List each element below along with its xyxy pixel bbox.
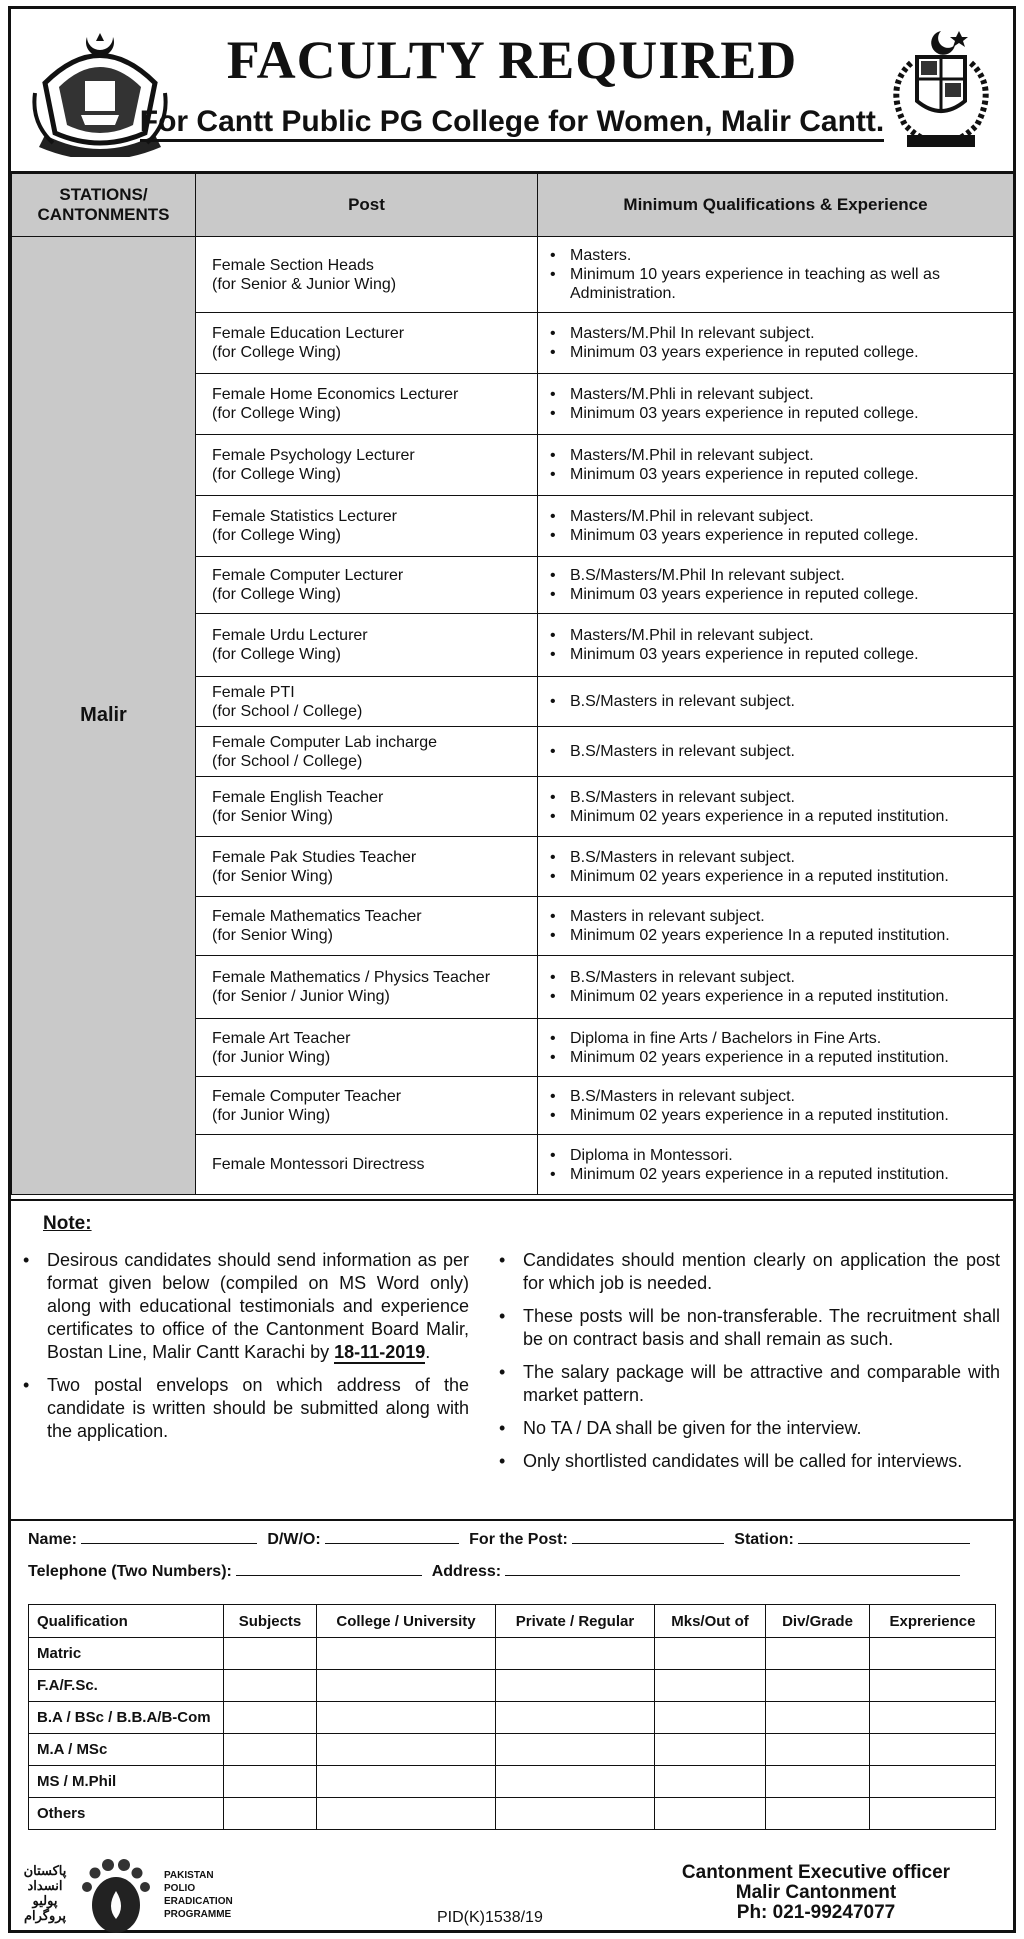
qualification-item: • Minimum 02 years experience In a reputed institution. <box>548 926 1007 945</box>
education-entry-cell[interactable] <box>870 1798 996 1830</box>
qualification-item: • Minimum 03 years experience in reputed college. <box>548 585 1007 604</box>
education-entry-cell[interactable] <box>224 1766 317 1798</box>
education-entry-cell[interactable] <box>224 1734 317 1766</box>
post-cell <box>196 837 538 897</box>
polio-programme-text: PAKISTAN POLIO ERADICATION PROGRAMME <box>164 1870 233 1920</box>
vacancies-table <box>11 171 1014 1195</box>
station-column-header: STATIONS/ CANTONMENTS <box>12 173 196 237</box>
education-level-label: Matric <box>29 1638 224 1670</box>
education-row <box>29 1702 996 1734</box>
form-row-personal <box>28 1529 976 1549</box>
post-title: Female Computer Lab incharge <box>212 733 438 751</box>
qualification-item: • B.S/Masters in relevant subject. <box>548 788 1007 807</box>
notes-section <box>11 1199 1013 1521</box>
qualification-item: • Masters/M.Phil in relevant subject. <box>548 507 1007 526</box>
qualification-cell <box>538 897 1014 956</box>
post-wing: (for Senior & Junior Wing) <box>212 275 397 293</box>
qualification-item: • Minimum 03 years experience in reputed college. <box>548 645 1007 664</box>
officer-title: Cantonment Executive officer <box>681 1862 951 1883</box>
qualification-item: • Minimum 02 years experience in a reputed institution. <box>548 1165 1007 1184</box>
qualification-cell <box>538 496 1014 557</box>
notes-left-list <box>19 1249 469 1453</box>
education-column-header: Private / Regular <box>496 1605 655 1638</box>
qualification-cell <box>538 614 1014 677</box>
post-title: Female PTI <box>212 683 295 701</box>
post-title: Female Computer Teacher <box>212 1087 402 1105</box>
station-field[interactable] <box>798 1529 970 1544</box>
officer-contact-block <box>651 1863 981 1923</box>
telephone-label: Telephone (Two Numbers): <box>28 1563 232 1580</box>
qualification-item: • Minimum 03 years experience in reputed college. <box>548 465 1007 484</box>
qualification-item: • Masters. <box>548 246 1007 265</box>
header <box>11 9 1013 171</box>
post-title: Female Urdu Lecturer <box>212 627 368 644</box>
vacancy-row <box>12 237 1014 313</box>
education-entry-cell[interactable] <box>224 1702 317 1734</box>
post-cell <box>196 956 538 1019</box>
qualification-item: • B.S/Masters in relevant subject. <box>548 848 1007 867</box>
telephone-field[interactable] <box>236 1561 422 1576</box>
qualification-cell <box>538 237 1014 313</box>
officer-phone: Ph: 021-99247077 <box>736 1902 896 1923</box>
post-cell <box>196 727 538 777</box>
post-cell <box>196 614 538 677</box>
education-level-label: Others <box>29 1798 224 1830</box>
post-wing: (for Senior Wing) <box>212 927 333 944</box>
post-cell <box>196 897 538 956</box>
post-field[interactable] <box>572 1529 724 1544</box>
post-cell <box>196 374 538 435</box>
deadline-date: 18-11-2019 <box>334 1342 426 1362</box>
qualification-cell <box>538 727 1014 777</box>
post-label: For the Post: <box>469 1531 568 1548</box>
post-cell <box>196 1077 538 1135</box>
post-cell <box>196 1135 538 1195</box>
post-wing: (for College Wing) <box>212 405 341 422</box>
vacancies-header-row <box>12 173 1014 237</box>
education-level-label: MS / M.Phil <box>29 1766 224 1798</box>
qualification-cell <box>538 1135 1014 1195</box>
education-entry-cell[interactable] <box>655 1702 766 1734</box>
page-title: FACULTY REQUIRED <box>226 30 798 90</box>
qualification-cell <box>538 1077 1014 1135</box>
education-entry-cell[interactable] <box>496 1702 655 1734</box>
address-label: Address: <box>431 1563 502 1580</box>
pakistan-state-emblem-icon <box>881 23 1001 153</box>
education-entry-cell[interactable] <box>655 1798 766 1830</box>
education-entry-cell[interactable] <box>766 1798 870 1830</box>
post-cell <box>196 313 538 374</box>
note-item: • These posts will be non-transferable. The recruitment shall be on contract basis and shall remain as such. <box>495 1305 1000 1351</box>
post-title: Female Home Economics Lecturer <box>212 386 459 403</box>
education-table <box>28 1604 996 1830</box>
post-cell <box>196 435 538 496</box>
education-entry-cell[interactable] <box>317 1638 496 1670</box>
footer <box>11 1849 1013 1933</box>
post-wing: (for Junior Wing) <box>212 1048 331 1066</box>
education-entry-cell[interactable] <box>766 1766 870 1798</box>
education-entry-cell[interactable] <box>655 1638 766 1670</box>
post-cell <box>196 677 538 727</box>
post-wing: (for College Wing) <box>212 527 341 544</box>
education-entry-cell[interactable] <box>317 1734 496 1766</box>
post-column-header: Post <box>196 173 538 237</box>
qualification-item: • Minimum 02 years experience in a reputed institution. <box>548 1048 1007 1067</box>
qualification-item: • B.S/Masters in relevant subject. <box>548 1087 1007 1106</box>
education-entry-cell[interactable] <box>655 1766 766 1798</box>
post-wing: (for Senior Wing) <box>212 867 333 885</box>
qualification-cell <box>538 777 1014 837</box>
education-entry-cell[interactable] <box>870 1670 996 1702</box>
note-item: • The salary package will be attractive and comparable with market pattern. <box>495 1361 1000 1407</box>
qualification-cell <box>538 956 1014 1019</box>
station-label: Station: <box>734 1531 794 1548</box>
qualification-cell <box>538 837 1014 897</box>
education-row <box>29 1638 996 1670</box>
qualification-item: • B.S/Masters in relevant subject. <box>548 968 1007 987</box>
qualification-cell <box>538 557 1014 614</box>
post-cell <box>196 1019 538 1077</box>
education-entry-cell[interactable] <box>317 1702 496 1734</box>
education-level-label: F.A/F.Sc. <box>29 1670 224 1702</box>
education-entry-cell[interactable] <box>496 1670 655 1702</box>
qualification-cell <box>538 435 1014 496</box>
qualification-cell <box>538 1019 1014 1077</box>
education-entry-cell[interactable] <box>224 1670 317 1702</box>
post-title: Female Education Lecturer <box>212 325 405 342</box>
education-entry-cell[interactable] <box>870 1734 996 1766</box>
name-field[interactable] <box>81 1529 257 1544</box>
post-wing: (for College Wing) <box>212 466 341 483</box>
post-title: Female Art Teacher <box>212 1029 351 1047</box>
education-level-label: M.A / MSc <box>29 1734 224 1766</box>
qualification-item: • Diploma in fine Arts / Bachelors in Fine Arts. <box>548 1029 1007 1048</box>
qualification-item: • Minimum 02 years experience in a reputed institution. <box>548 807 1007 826</box>
education-column-header: Subjects <box>224 1605 317 1638</box>
education-column-header: Div/Grade <box>766 1605 870 1638</box>
qualification-column-header: Minimum Qualifications & Experience <box>538 173 1014 237</box>
post-title: Female Pak Studies Teacher <box>212 848 417 866</box>
qualification-item: • Minimum 03 years experience in reputed college. <box>548 343 1007 362</box>
post-wing: (for College Wing) <box>212 646 341 663</box>
education-column-header: Exprerience <box>870 1605 996 1638</box>
qualification-cell <box>538 677 1014 727</box>
education-entry-cell[interactable] <box>317 1798 496 1830</box>
post-wing: (for Senior Wing) <box>212 807 333 825</box>
post-wing: (for Senior / Junior Wing) <box>212 988 390 1005</box>
qualification-item: • Minimum 10 years experience in teaching as well as Administration. <box>548 265 1007 303</box>
notes-right-list <box>495 1249 1000 1483</box>
education-entry-cell[interactable] <box>766 1734 870 1766</box>
education-column-header: Mks/Out of <box>655 1605 766 1638</box>
qualification-item: • B.S/Masters in relevant subject. <box>548 692 1007 711</box>
notes-title: Note: <box>43 1213 92 1234</box>
education-column-header: Qualification <box>29 1605 224 1638</box>
qualification-item: • Masters in relevant subject. <box>548 907 1007 926</box>
qualification-item: • Masters/M.Phli in relevant subject. <box>548 385 1007 404</box>
education-entry-cell[interactable] <box>224 1798 317 1830</box>
dwo-field[interactable] <box>325 1529 459 1544</box>
post-wing: (for College Wing) <box>212 586 341 603</box>
name-label: Name: <box>28 1531 77 1548</box>
education-entry-cell[interactable] <box>766 1702 870 1734</box>
post-wing: (for School / College) <box>212 702 363 720</box>
note-item: • Two postal envelops on which address of the candidate is written should be submitted along with the application. <box>19 1374 469 1443</box>
qualification-item: • B.S/Masters/M.Phil In relevant subject. <box>548 566 1007 585</box>
education-header-row <box>29 1605 996 1638</box>
post-title: Female Computer Lecturer <box>212 567 404 584</box>
polio-programme-logo-icon <box>75 1857 157 1935</box>
education-entry-cell[interactable] <box>766 1638 870 1670</box>
education-row <box>29 1766 996 1798</box>
post-wing: (for Junior Wing) <box>212 1106 331 1124</box>
address-field[interactable] <box>505 1561 960 1576</box>
qualification-item: • Diploma in Montessori. <box>548 1146 1007 1165</box>
education-entry-cell[interactable] <box>655 1670 766 1702</box>
education-column-header: College / University <box>317 1605 496 1638</box>
note-item: • Candidates should mention clearly on application the post for which job is needed. <box>495 1249 1000 1295</box>
page-subtitle: For Cantt Public PG College for Women, Malir Cantt. <box>11 105 1013 139</box>
post-wing: (for School / College) <box>212 752 363 770</box>
qualification-item: • Masters/M.Phil in relevant subject. <box>548 626 1007 645</box>
qualification-item: • Minimum 03 years experience in reputed college. <box>548 404 1007 423</box>
post-title: Female Montessori Directress <box>212 1156 425 1173</box>
post-title: Female Section Heads <box>212 256 374 274</box>
dwo-label: D/W/O: <box>267 1531 321 1548</box>
station-cell: Malir <box>12 237 196 1195</box>
post-cell <box>196 557 538 614</box>
post-title: Female Mathematics Teacher <box>212 908 422 925</box>
pid-reference: PID(K)1538/19 <box>437 1909 543 1926</box>
education-row <box>29 1734 996 1766</box>
qualification-cell <box>538 374 1014 435</box>
education-entry-cell[interactable] <box>870 1766 996 1798</box>
post-cell <box>196 496 538 557</box>
qualification-item: • Masters/M.Phil in relevant subject. <box>548 446 1007 465</box>
education-entry-cell[interactable] <box>317 1670 496 1702</box>
qualification-item: • Minimum 02 years experience in a reputed institution. <box>548 867 1007 886</box>
education-entry-cell[interactable] <box>496 1638 655 1670</box>
qualification-cell <box>538 313 1014 374</box>
polio-urdu-text: پاکستان انسداد پولیو پروگرام <box>23 1863 67 1923</box>
officer-office: Malir Cantonment <box>735 1882 897 1903</box>
education-entry-cell[interactable] <box>224 1638 317 1670</box>
qualification-item: • Minimum 02 years experience in a reputed institution. <box>548 987 1007 1006</box>
education-entry-cell[interactable] <box>496 1766 655 1798</box>
education-entry-cell[interactable] <box>496 1734 655 1766</box>
education-entry-cell[interactable] <box>317 1766 496 1798</box>
post-wing: (for College Wing) <box>212 344 341 361</box>
qualification-item: • Minimum 03 years experience in reputed college. <box>548 526 1007 545</box>
note-item: • Desirous candidates should send information as per format given below (compiled on MS Word only) along with educational testimonials and experience certificates to office of the Cantonment Board Malir, Bostan Line, Malir Cantt Karachi by 18-11-2019. <box>19 1249 469 1364</box>
advertisement-page <box>8 6 1016 1933</box>
post-title: Female Psychology Lecturer <box>212 447 415 464</box>
education-entry-cell[interactable] <box>766 1670 870 1702</box>
form-row-contact <box>28 1561 966 1581</box>
education-entry-cell[interactable] <box>870 1638 996 1670</box>
qualification-item: • B.S/Masters in relevant subject. <box>548 742 1007 761</box>
education-entry-cell[interactable] <box>870 1702 996 1734</box>
note-item: • Only shortlisted candidates will be called for interviews. <box>495 1450 1000 1473</box>
post-cell <box>196 237 538 313</box>
post-cell <box>196 777 538 837</box>
education-row <box>29 1670 996 1702</box>
note-item: • No TA / DA shall be given for the interview. <box>495 1417 1000 1440</box>
education-entry-cell[interactable] <box>655 1734 766 1766</box>
post-title: Female Mathematics / Physics Teacher <box>212 969 491 986</box>
education-level-label: B.A / BSc / B.B.A/B-Com <box>29 1702 224 1734</box>
education-entry-cell[interactable] <box>496 1798 655 1830</box>
qualification-item: • Minimum 02 years experience in a reputed institution. <box>548 1106 1007 1125</box>
education-row <box>29 1798 996 1830</box>
post-title: Female Statistics Lecturer <box>212 508 397 525</box>
qualification-item: • Masters/M.Phil In relevant subject. <box>548 324 1007 343</box>
post-title: Female English Teacher <box>212 788 384 806</box>
